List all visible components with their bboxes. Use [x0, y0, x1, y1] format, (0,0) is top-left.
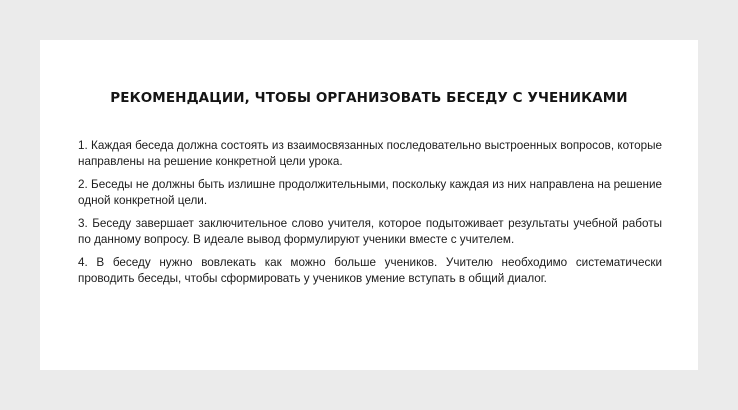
list-item: 1. Каждая беседа должна состоять из взаимосвязанных последовательно выстроенных вопросов, которые направлены на решение конкретной цели урока.	[78, 139, 662, 168]
document-title: РЕКОМЕНДАЦИИ, ЧТОБЫ ОРГАНИЗОВАТЬ БЕСЕДУ С УЧЕНИКАМИ	[110, 90, 628, 106]
recommendations-list	[78, 138, 662, 294]
list-item: 3. Беседу завершает заключительное слово учителя, которое подытоживает результаты учебной работы по данному вопросу. В идеале вывод формулируют ученики вместе с учителем.	[78, 217, 662, 246]
document-card	[40, 40, 698, 370]
list-item: 4. В беседу нужно вовлекать как можно больше учеников. Учителю необходимо систематически проводить беседы, чтобы сформировать у учеников умение вступать в общий диалог.	[78, 256, 662, 285]
list-item: 2. Беседы не должны быть излишне продолжительными, поскольку каждая из них направлена на решение одной конкретной цели.	[78, 178, 662, 207]
